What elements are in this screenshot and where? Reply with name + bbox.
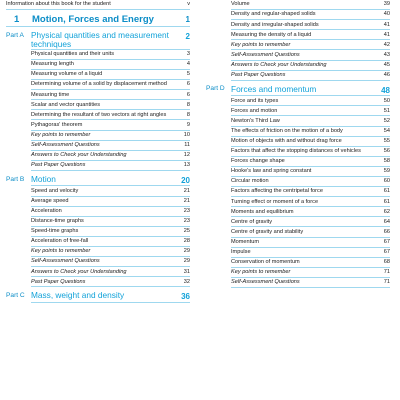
- entry-page: 61: [383, 188, 390, 195]
- toc-entry[interactable]: [231, 177, 390, 187]
- part-label: Part A: [6, 31, 24, 39]
- entry-page: 12: [183, 152, 190, 159]
- toc-entry[interactable]: [31, 217, 190, 227]
- toc-entry[interactable]: [31, 186, 190, 196]
- entry-text: Average speed: [31, 197, 69, 204]
- part-label: Part C: [6, 291, 25, 299]
- toc-entry[interactable]: [231, 227, 390, 237]
- entry-text: Forces change shape: [231, 158, 285, 165]
- entry-text: The effects of friction on the motion of a body: [231, 127, 343, 134]
- toc-entry[interactable]: [231, 207, 390, 217]
- toc-entry[interactable]: [31, 267, 190, 277]
- toc-entry[interactable]: [31, 100, 190, 110]
- toc-entry[interactable]: [231, 10, 390, 20]
- entry-text: Pythagoras' theorem: [31, 121, 83, 128]
- entry-text: Speed-time graphs: [31, 228, 79, 235]
- entry-page: 55: [383, 138, 390, 145]
- entry-text: Past Paper Questions: [231, 72, 286, 79]
- entry-page: 56: [383, 148, 390, 155]
- entry-page: 8: [186, 111, 190, 118]
- entry-text: Circular motion: [231, 178, 269, 185]
- entry-page: 45: [383, 61, 390, 68]
- entry-page: 46: [383, 72, 390, 79]
- toc-entry[interactable]: [31, 237, 190, 247]
- entry-text: Momentum: [231, 238, 259, 245]
- toc-entry[interactable]: [231, 96, 390, 106]
- entry-text: Key points to remember: [231, 269, 291, 276]
- entry-page: 51: [383, 107, 390, 114]
- entry-page: 4: [186, 61, 190, 68]
- part-section: [6, 291, 190, 303]
- entry-page: 67: [383, 238, 390, 245]
- toc-left-column: [6, 0, 190, 303]
- entry-page: 50: [383, 97, 390, 104]
- toc-entry[interactable]: [31, 207, 190, 217]
- entry-page: 61: [383, 198, 390, 205]
- entry-text: Information about this book for the student: [6, 1, 111, 8]
- toc-entry[interactable]: [231, 61, 390, 71]
- toc-entry[interactable]: [231, 248, 390, 258]
- part-section: [206, 85, 390, 288]
- part-section: [6, 175, 190, 287]
- toc-entry[interactable]: [231, 127, 390, 137]
- entry-page: 21: [183, 187, 190, 194]
- toc-entry[interactable]: [231, 71, 390, 81]
- entry-page: 21: [183, 197, 190, 204]
- entry-text: Self-Assessment Questions: [231, 279, 300, 286]
- entry-text: Motion of objects with and without drag force: [231, 138, 342, 145]
- entry-page: 40: [383, 11, 390, 18]
- part-title: Motion: [31, 173, 56, 184]
- part-heading[interactable]: [6, 175, 190, 185]
- entry-page: 28: [183, 238, 190, 245]
- entry-page: 54: [383, 127, 390, 134]
- entry-page: 8: [186, 101, 190, 108]
- entry-page: 32: [183, 278, 190, 285]
- entry-text: Determining the resultant of two vectors at right angles: [31, 111, 167, 118]
- entry-text: Moments and equilibrium: [231, 208, 294, 215]
- part-page: 20: [181, 175, 190, 185]
- entry-text: Density and regular-shaped solids: [231, 11, 316, 18]
- toc-entry[interactable]: [231, 238, 390, 248]
- toc-entry[interactable]: [31, 50, 190, 60]
- entry-text: Physical quantities and their units: [31, 51, 115, 58]
- toc-entry[interactable]: [31, 197, 190, 207]
- toc-entry[interactable]: [31, 227, 190, 237]
- entry-text: Self-Assessment Questions: [231, 51, 300, 58]
- entry-text: Turning effect or moment of a force: [231, 198, 319, 205]
- entry-page: 68: [383, 259, 390, 266]
- toc-entry[interactable]: [31, 90, 190, 100]
- part-heading[interactable]: [6, 31, 190, 48]
- entry-page: 41: [383, 21, 390, 28]
- entry-page: 29: [183, 258, 190, 265]
- entry-text: Volume: [231, 1, 250, 8]
- entry-text: Measuring length: [31, 61, 74, 68]
- chapter-page: 1: [185, 15, 190, 25]
- chapter-title: Motion, Forces and Energy: [32, 14, 154, 26]
- toc-entry[interactable]: [31, 141, 190, 151]
- entry-text: Acceleration: [31, 207, 62, 214]
- entry-page: 67: [383, 249, 390, 256]
- toc-entry[interactable]: [31, 247, 190, 257]
- toc-entry[interactable]: [31, 80, 190, 90]
- entry-text: Force and its types: [231, 97, 279, 104]
- entry-text: Past Paper Questions: [31, 162, 86, 169]
- toc-entry[interactable]: [31, 120, 190, 130]
- toc-entry[interactable]: [231, 157, 390, 167]
- entry-text: Scalar and vector quantities: [31, 101, 101, 108]
- entry-page: 60: [383, 178, 390, 185]
- entry-page: 31: [183, 268, 190, 275]
- entry-page: 41: [383, 31, 390, 38]
- entry-page: 59: [383, 168, 390, 175]
- entry-page: 71: [383, 269, 390, 276]
- chapter-number: 1: [14, 14, 20, 26]
- part-section: [6, 31, 190, 171]
- entry-text: Key points to remember: [31, 131, 91, 138]
- entry-text: Answers to Check your Understanding: [231, 61, 327, 68]
- part-title: Physical quantities and measurement techniques: [31, 30, 169, 49]
- part-page: 48: [381, 85, 390, 95]
- entry-page: 64: [383, 218, 390, 225]
- entry-page: 9: [186, 121, 190, 128]
- toc-entry[interactable]: [231, 217, 390, 227]
- entry-text: Speed and velocity: [31, 187, 79, 194]
- toc-entry[interactable]: [31, 131, 190, 141]
- toc-entry[interactable]: [231, 197, 390, 207]
- toc-entry[interactable]: [31, 257, 190, 267]
- toc-entry[interactable]: [31, 60, 190, 70]
- toc-entry[interactable]: [231, 167, 390, 177]
- entry-text: Key points to remember: [31, 248, 91, 255]
- toc-entry-front-matter[interactable]: [6, 0, 190, 10]
- entry-page: 29: [183, 248, 190, 255]
- toc-entry[interactable]: [231, 147, 390, 157]
- toc-entry[interactable]: [231, 40, 390, 50]
- entry-text: Past Paper Questions: [31, 278, 86, 285]
- part-divider: [31, 301, 190, 303]
- entry-page: 43: [383, 51, 390, 58]
- entry-page: 66: [383, 228, 390, 235]
- right-parts-list: [206, 85, 390, 288]
- entry-page: 11: [184, 142, 190, 149]
- toc-entry[interactable]: [231, 116, 390, 126]
- entry-text: Impulse: [231, 249, 251, 256]
- entry-page: 62: [383, 208, 390, 215]
- toc-entry[interactable]: [31, 277, 190, 287]
- toc-entry[interactable]: [231, 268, 390, 278]
- entry-page: 42: [383, 41, 390, 48]
- toc-entry[interactable]: [231, 137, 390, 147]
- toc-entry[interactable]: [31, 151, 190, 161]
- toc-entry[interactable]: [231, 106, 390, 116]
- entry-page: v: [187, 1, 190, 8]
- entry-page: 52: [383, 117, 390, 124]
- entry-text: Self-Assessment Questions: [31, 258, 100, 265]
- toc-right-column: [206, 0, 390, 288]
- part-title: Forces and momentum: [231, 83, 317, 94]
- right-continued-entries: [206, 0, 390, 81]
- toc-entry[interactable]: [231, 20, 390, 30]
- entry-page: 23: [183, 207, 190, 214]
- toc-entry[interactable]: [231, 187, 390, 197]
- entry-text: Factors affecting the centripetal force: [231, 188, 323, 195]
- entry-page: 10: [183, 131, 190, 138]
- entry-page: 39: [383, 1, 390, 8]
- entry-text: Measuring volume of a liquid: [31, 71, 103, 78]
- entry-page: 58: [383, 158, 390, 165]
- part-heading[interactable]: [206, 85, 390, 95]
- entry-page: 5: [186, 71, 190, 78]
- toc-entry[interactable]: [31, 110, 190, 120]
- entry-text: Centre of gravity: [231, 218, 273, 225]
- toc-entry[interactable]: [231, 0, 390, 10]
- part-page: 2: [185, 32, 190, 42]
- entry-text: Density and irregular-shaped solids: [231, 21, 319, 28]
- entry-text: Factors that affect the stopping distances of vehicles: [231, 148, 361, 155]
- entry-text: Key points to remember: [231, 41, 291, 48]
- entry-text: Hooke's law and spring constant: [231, 168, 312, 175]
- entry-text: Newton's Third Law: [231, 117, 280, 124]
- part-heading[interactable]: [6, 291, 190, 301]
- toc-entry[interactable]: [231, 278, 390, 288]
- toc-entry[interactable]: [231, 50, 390, 60]
- chapter-heading[interactable]: [6, 11, 190, 27]
- entry-page: 71: [383, 279, 390, 286]
- entry-page: 23: [183, 218, 190, 225]
- entry-text: Acceleration of free-fall: [31, 238, 89, 245]
- entry-page: 3: [186, 51, 190, 58]
- entry-text: Self-Assessment Questions: [31, 142, 100, 149]
- entry-page: 6: [186, 91, 190, 98]
- entry-page: 13: [183, 162, 190, 169]
- entry-page: 6: [186, 81, 190, 88]
- entry-text: Measuring time: [31, 91, 70, 98]
- entry-text: Centre of gravity and stability: [231, 228, 304, 235]
- part-page: 36: [181, 292, 190, 302]
- entry-text: Forces and motion: [231, 107, 278, 114]
- part-title: Mass, weight and density: [31, 290, 125, 301]
- toc-entry[interactable]: [231, 258, 390, 268]
- entry-text: Measuring the density of a liquid: [231, 31, 312, 38]
- toc-entry[interactable]: [231, 30, 390, 40]
- entry-page: 25: [183, 228, 190, 235]
- entry-text: Answers to Check your Understanding: [31, 268, 127, 275]
- left-parts-list: [6, 31, 190, 303]
- toc-entry[interactable]: [31, 161, 190, 171]
- toc-entry[interactable]: [31, 70, 190, 80]
- part-label: Part D: [206, 85, 225, 93]
- part-label: Part B: [6, 175, 25, 183]
- entry-text: Conservation of momentum: [231, 259, 300, 266]
- entry-text: Determining volume of a solid by displacement method: [31, 81, 167, 88]
- entry-text: Distance-time graphs: [31, 218, 84, 225]
- entry-text: Answers to Check your Understanding: [31, 152, 127, 159]
